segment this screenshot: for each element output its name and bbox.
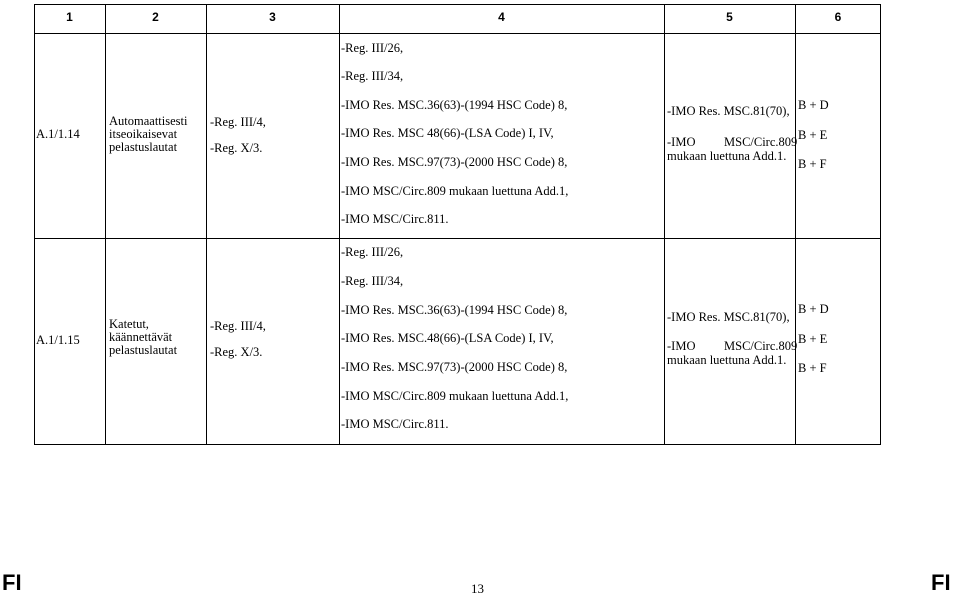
row-id: A.1/1.14 — [36, 127, 80, 141]
regulation: -Reg. X/3. — [210, 345, 263, 359]
row-divider — [34, 238, 881, 239]
column-divider — [206, 4, 207, 445]
column-divider — [664, 4, 665, 445]
column-header-5: 5 — [726, 10, 733, 24]
test-standard: -IMO — [667, 135, 696, 149]
test-standard: mukaan luettuna Add.1. — [667, 353, 787, 367]
module: B + D — [798, 98, 829, 112]
standard: -IMO MSC/Circ.809 mukaan luettuna Add.1, — [341, 184, 569, 198]
item-name: Katetut, käännettävät pelastuslautat — [109, 317, 178, 357]
standard: -Reg. III/34, — [341, 69, 404, 83]
standard: -IMO MSC/Circ.811. — [341, 417, 449, 431]
standard: -Reg. III/34, — [341, 274, 404, 288]
module: B + F — [798, 361, 827, 375]
header-divider — [34, 33, 881, 34]
row-id: A.1/1.15 — [36, 333, 80, 347]
regulation: -Reg. III/4, — [210, 319, 266, 333]
regulation: -Reg. III/4, — [210, 115, 266, 129]
standard: -IMO Res. MSC 48(66)-(LSA Code) I, IV, — [341, 126, 554, 140]
test-standard: -IMO Res. MSC.81(70), — [667, 104, 790, 118]
footer-language-code-left: FI — [2, 570, 22, 595]
test-standard: -IMO — [667, 339, 696, 353]
standard: -Reg. III/26, — [341, 245, 404, 259]
footer-language-code-right: FI — [931, 570, 951, 595]
standard: -IMO Res. MSC.36(63)-(1994 HSC Code) 8, — [341, 98, 568, 112]
column-divider — [339, 4, 340, 445]
column-divider — [795, 4, 796, 445]
standard: -IMO Res. MSC.97(73)-(2000 HSC Code) 8, — [341, 155, 568, 169]
standard: -IMO Res. MSC.48(66)-(LSA Code) I, IV, — [341, 331, 554, 345]
standard: -IMO MSC/Circ.809 mukaan luettuna Add.1, — [341, 389, 569, 403]
regulation: -Reg. X/3. — [210, 141, 263, 155]
module: B + F — [798, 157, 827, 171]
module: B + D — [798, 302, 829, 316]
column-header-1: 1 — [66, 10, 73, 24]
test-standard: mukaan luettuna Add.1. — [667, 149, 787, 163]
column-header-6: 6 — [834, 10, 842, 24]
test-standard: MSC/Circ.809 — [724, 339, 798, 353]
test-standard: -IMO Res. MSC.81(70), — [667, 310, 790, 324]
column-header-2: 2 — [152, 10, 159, 24]
test-standard: MSC/Circ.809 — [724, 135, 798, 149]
column-header-4: 4 — [498, 10, 505, 24]
module: B + E — [798, 128, 828, 142]
standard: -Reg. III/26, — [341, 41, 404, 55]
page-number: 13 — [471, 581, 484, 596]
module: B + E — [798, 332, 828, 346]
standard: -IMO Res. MSC.97(73)-(2000 HSC Code) 8, — [341, 360, 568, 374]
standard: -IMO Res. MSC.36(63)-(1994 HSC Code) 8, — [341, 303, 568, 317]
item-name: Automaattisesti itseoikaisevat pelastuslautat — [109, 114, 188, 154]
column-header-3: 3 — [269, 10, 276, 24]
standard: -IMO MSC/Circ.811. — [341, 212, 449, 226]
column-divider — [105, 4, 106, 445]
equipment-table — [34, 4, 881, 445]
